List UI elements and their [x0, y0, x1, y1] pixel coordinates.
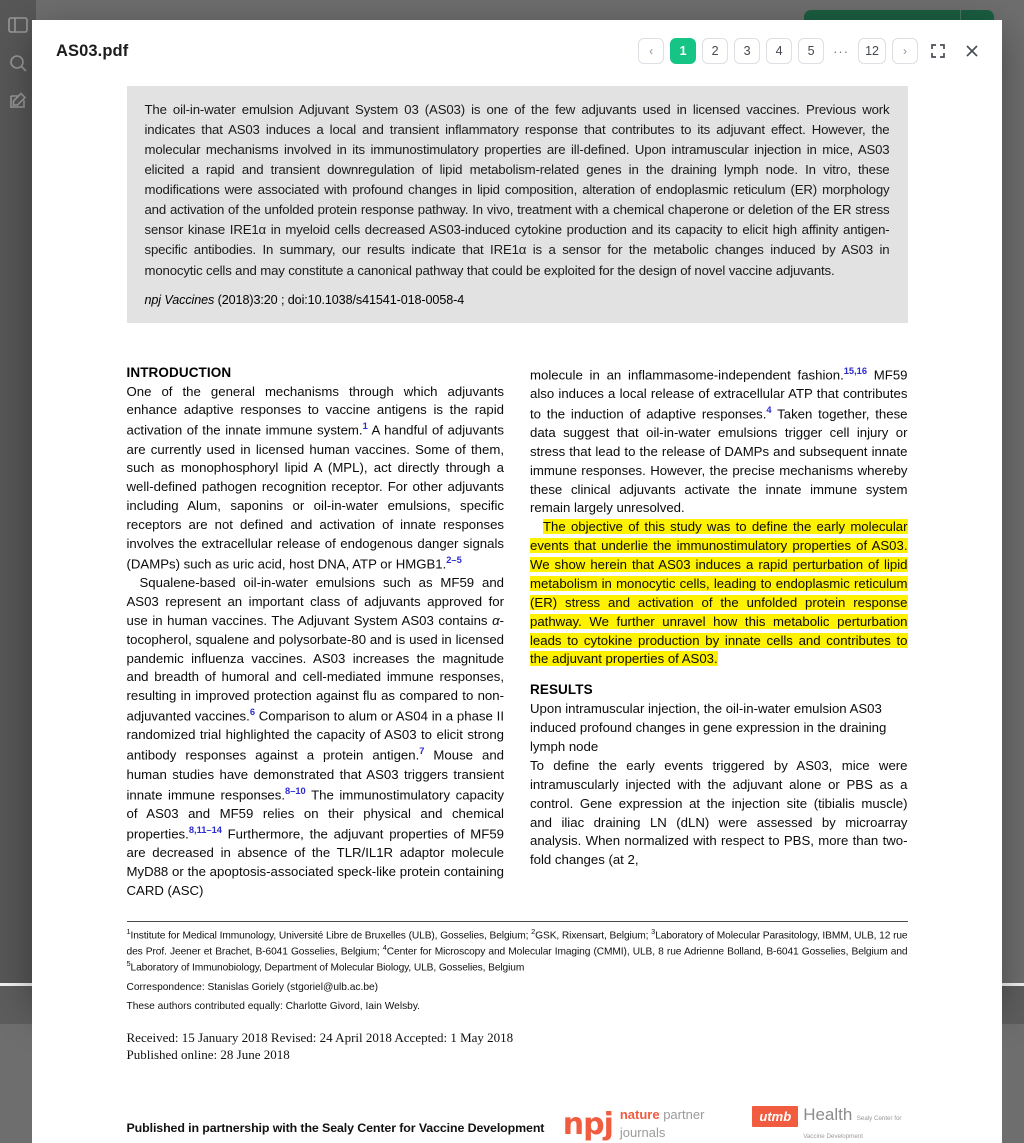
pdf-viewer-modal: [32, 20, 1002, 1142]
page-button-1[interactable]: 1: [670, 38, 696, 64]
abstract-text: The oil-in-water emulsion Adjuvant System 03 (AS03) is one of the few adjuvants used in licensed vaccines. Previous work indicates that AS03 induces a local and transient inflammatory response that contributes to its adjuvant effect. However, the molecular mechanisms involved in its immunostimulatory properties are ill-defined. Upon intramuscular injection in mice, AS03 elicited a rapid and transient downregulation of lipid metabolism-related genes in the draining lymph node. In vitro, these modifications were associated with profound changes in lipid composition, alteration of endoplasmic reticulum (ER) morphology and activation of the unfolded protein response pathway. In vivo, treatment with a chemical chaperone or deletion of the ER stress sensor kinase IRE1α in myeloid cells decreased AS03-induced cytokine production and its capacity to elicit high affinity antigen-specific antibodies. In summary, our results indicate that IRE1α is a sensor for the metabolic changes induced by AS03 in monocytic cells and may constitute a canonical pathway that could be exploited for the design of novel vaccine adjuvants.: [144, 102, 890, 278]
citation-ref[interactable]: 2–5: [446, 554, 462, 565]
highlighted-paragraph[interactable]: [530, 518, 908, 669]
search-icon[interactable]: [7, 52, 29, 74]
page-prev-button[interactable]: ‹: [638, 38, 664, 64]
intro-p2-part-e: The immunostimulatory capacity of AS03 and MF59 relies on their physical and chemical properties.: [126, 786, 505, 842]
journal-name: npj Vaccines: [144, 292, 215, 307]
expand-icon[interactable]: [924, 37, 952, 65]
npj-logo-partner: partner: [659, 1107, 705, 1123]
article-column-right: [530, 365, 908, 901]
utmb-logo: [752, 1106, 901, 1143]
intro-paragraph-2: [127, 574, 505, 900]
intro-p2-part-b: -tocopherol, squalene and polysorbate-80 and is used in licensed pandemic influenza vaccines. AS03 increases the magnitude and breadth of humoral and cell-mediated immune responses, resulting in improved protection against flu as compared to non-adjuvanted vaccines.: [126, 612, 504, 724]
npj-logo-line2: journals: [619, 1125, 666, 1141]
intro-p2-part-d: Mouse and human studies have demonstrated that AS03 triggers transient innate immune responses.: [126, 747, 504, 802]
utmb-logo-sub2: Vaccine Development: [803, 1132, 863, 1140]
results-subheading: Upon intramuscular injection, the oil-in-water emulsion AS03 induced profound changes in gene expression in the draining lymph node: [530, 701, 887, 755]
pdf-viewer-controls: [638, 37, 986, 65]
utmb-logo-text: [803, 1106, 901, 1143]
npj-logo-line1: [620, 1107, 705, 1122]
article-column-left: [127, 365, 505, 901]
npj-logo-nature: nature: [619, 1107, 660, 1123]
intro-p1-part-a: One of the general mechanisms through which adjuvants enhance adaptive responses to vaccine antigens is the rapid activation of the innate immune system.: [126, 383, 504, 438]
section-heading-results: RESULTS: [530, 682, 593, 698]
footnote-rule: [127, 921, 908, 922]
citation-ref[interactable]: 7: [419, 746, 425, 757]
journal-citation-rest: (2018)3:20 ; doi:10.1038/s41541-018-0058-4: [214, 292, 465, 307]
npj-logo: [563, 1106, 705, 1142]
citation-ref[interactable]: 1: [362, 421, 368, 432]
citation-ref[interactable]: 6: [249, 707, 255, 718]
publisher-logos: [563, 1106, 908, 1143]
app-sidebar-rail: [0, 0, 36, 1024]
page-ellipsis: ···: [833, 43, 850, 59]
page-button-last[interactable]: 12: [858, 38, 886, 64]
affiliations: $^1$Institute for Medical Immunology, Université Libre de Bruxelles (ULB), Gosselies, Belgium; $^2$GSK, Rixensart, Belgium; $^3$Laboratory of Molecular Parasitology, IBMM, ULB, 12 rue des Prof. Jeener et Brachet, B-6041 Gosselies, Belgium; $^4$Center for Microscopy and Molecular Imaging (CMMI), ULB, 8 rue Adrienne Bolland, B-6041 Gosselies, Belgium and $^5$Laboratory of Immunobiology, Department of Molecular Biology, ULB, Gosselies, Belgium: [126, 926, 908, 974]
utmb-logo-sub1: Sealy Center for: [856, 1114, 902, 1122]
citation-ref[interactable]: 8,11–14: [188, 824, 222, 835]
page-button-3[interactable]: 3: [734, 38, 760, 64]
pdf-file-name: AS03.pdf: [56, 41, 129, 60]
pdf-page-viewport[interactable]: [32, 82, 1002, 1143]
article-columns: [127, 365, 908, 901]
correspondence: Correspondence: Stanislas Goriely (stgoriel@ulb.ac.be): [126, 981, 379, 993]
intro-p2-part-c: Comparison to alum or AS04 in a phase II randomized trial highlighted the capacity of AS03 to elicit strong antibody responses against a protein antigen.: [126, 708, 504, 763]
utmb-wordmark: utmb: [752, 1106, 798, 1127]
intro-continuation: [530, 365, 908, 519]
publication-dates: [127, 1029, 908, 1064]
citation-ref[interactable]: 4: [766, 404, 772, 415]
spacer: [530, 669, 908, 682]
section-heading-introduction: INTRODUCTION: [126, 364, 232, 380]
intro-p2-part-a: Squalene-based oil-in-water emulsions such as MF59 and AS03 represent an important class of adjuvants approved for use in human vaccines. The Adjuvant System AS03 contains: [126, 575, 504, 628]
utmb-logo-health: Health: [803, 1104, 853, 1124]
page-next-button[interactable]: ›: [892, 38, 918, 64]
page-button-5[interactable]: 5: [798, 38, 824, 64]
received-revised-accepted: Received: 15 January 2018 Revised: 24 April 2018 Accepted: 1 May 2018: [126, 1029, 514, 1045]
intro-paragraph-1: [127, 383, 505, 575]
intro-p2-part-f: Furthermore, the adjuvant properties of MF59 are decreased in absence of the TLR/IL1R adaptor molecule MyD88 or the apoptosis-associated speck-like protein containing CARD (ASC): [126, 826, 504, 898]
npj-logo-text: [620, 1106, 705, 1142]
right-p1-part-b: MF59 also induces a local release of extracellular ATP that contributes to the induction of adaptive responses.: [530, 366, 908, 422]
published-online: Published online: 28 June 2018: [126, 1047, 290, 1063]
pdf-viewer-header: [32, 20, 1002, 82]
journal-citation: [145, 293, 890, 307]
compose-icon[interactable]: [7, 90, 29, 112]
citation-ref[interactable]: 8–10: [285, 785, 306, 796]
pdf-page-1: [65, 82, 970, 1143]
page-button-2[interactable]: 2: [702, 38, 728, 64]
right-p1-part-c: Taken together, these data suggest that oil-in-water emulsions trigger cell injury or stress that lead to the release of DAMPs and subsequent innate immune responses. However, the precise mechanisms whereby these clinical adjuvants activate the innate immune system remain largely unresolved.: [530, 406, 908, 516]
intro-p2-italic: α: [492, 612, 500, 628]
citation-ref[interactable]: 15,16: [843, 365, 868, 376]
partnership-note: Published in partnership with the Sealy Center for Vaccine Development: [126, 1120, 545, 1135]
page-footer: [127, 1106, 908, 1143]
panel-toggle-icon[interactable]: [7, 14, 29, 36]
results-paragraph-1: To define the early events triggered by AS03, mice were intramuscularly injected with the adjuvant alone or PBS as a control. Gene expression at the injection site (tibialis muscle) and iliac draining LN (dLN) were assessed by microarray analysis. When normalized with respect to PBS, more than two-fold changes (at 2,: [530, 757, 908, 868]
right-p1-part-a: molecule in an inflammasome-independent fashion.: [530, 366, 844, 382]
equal-contribution-note: These authors contributed equally: Charlotte Givord, Iain Welsby.: [126, 1001, 421, 1013]
npj-wordmark: npj: [562, 1106, 613, 1142]
page-button-4[interactable]: 4: [766, 38, 792, 64]
intro-p1-part-b: A handful of adjuvants are currently used in licensed human vaccines. Some of them, such as monophosphoryl lipid A (MPL), act directly through a well-defined pathogen recognition receptor. For other adjuvants including Alum, saponins or oil-in-water emulsions, specific receptors are not defined and activation of innate responses involves the extracellular release of endogenous danger signals (DAMPs) such as uric acid, host DNA, ATP or HMGB1.: [126, 422, 504, 572]
abstract-block: [127, 86, 908, 323]
highlight-text: The objective of this study was to define the early molecular events that underlie the immunostimulatory properties of AS03. We show herein that AS03 induces a rapid perturbation of lipid metabolism in monocytic cells, leading to endoplasmic reticulum (ER) stress and activation of the unfolded protein response pathway. We further unravel how this metabolic perturbation leads to cytokine production by innate cells and contributes to the adjuvant properties of AS03.: [530, 519, 908, 667]
close-icon[interactable]: [958, 37, 986, 65]
